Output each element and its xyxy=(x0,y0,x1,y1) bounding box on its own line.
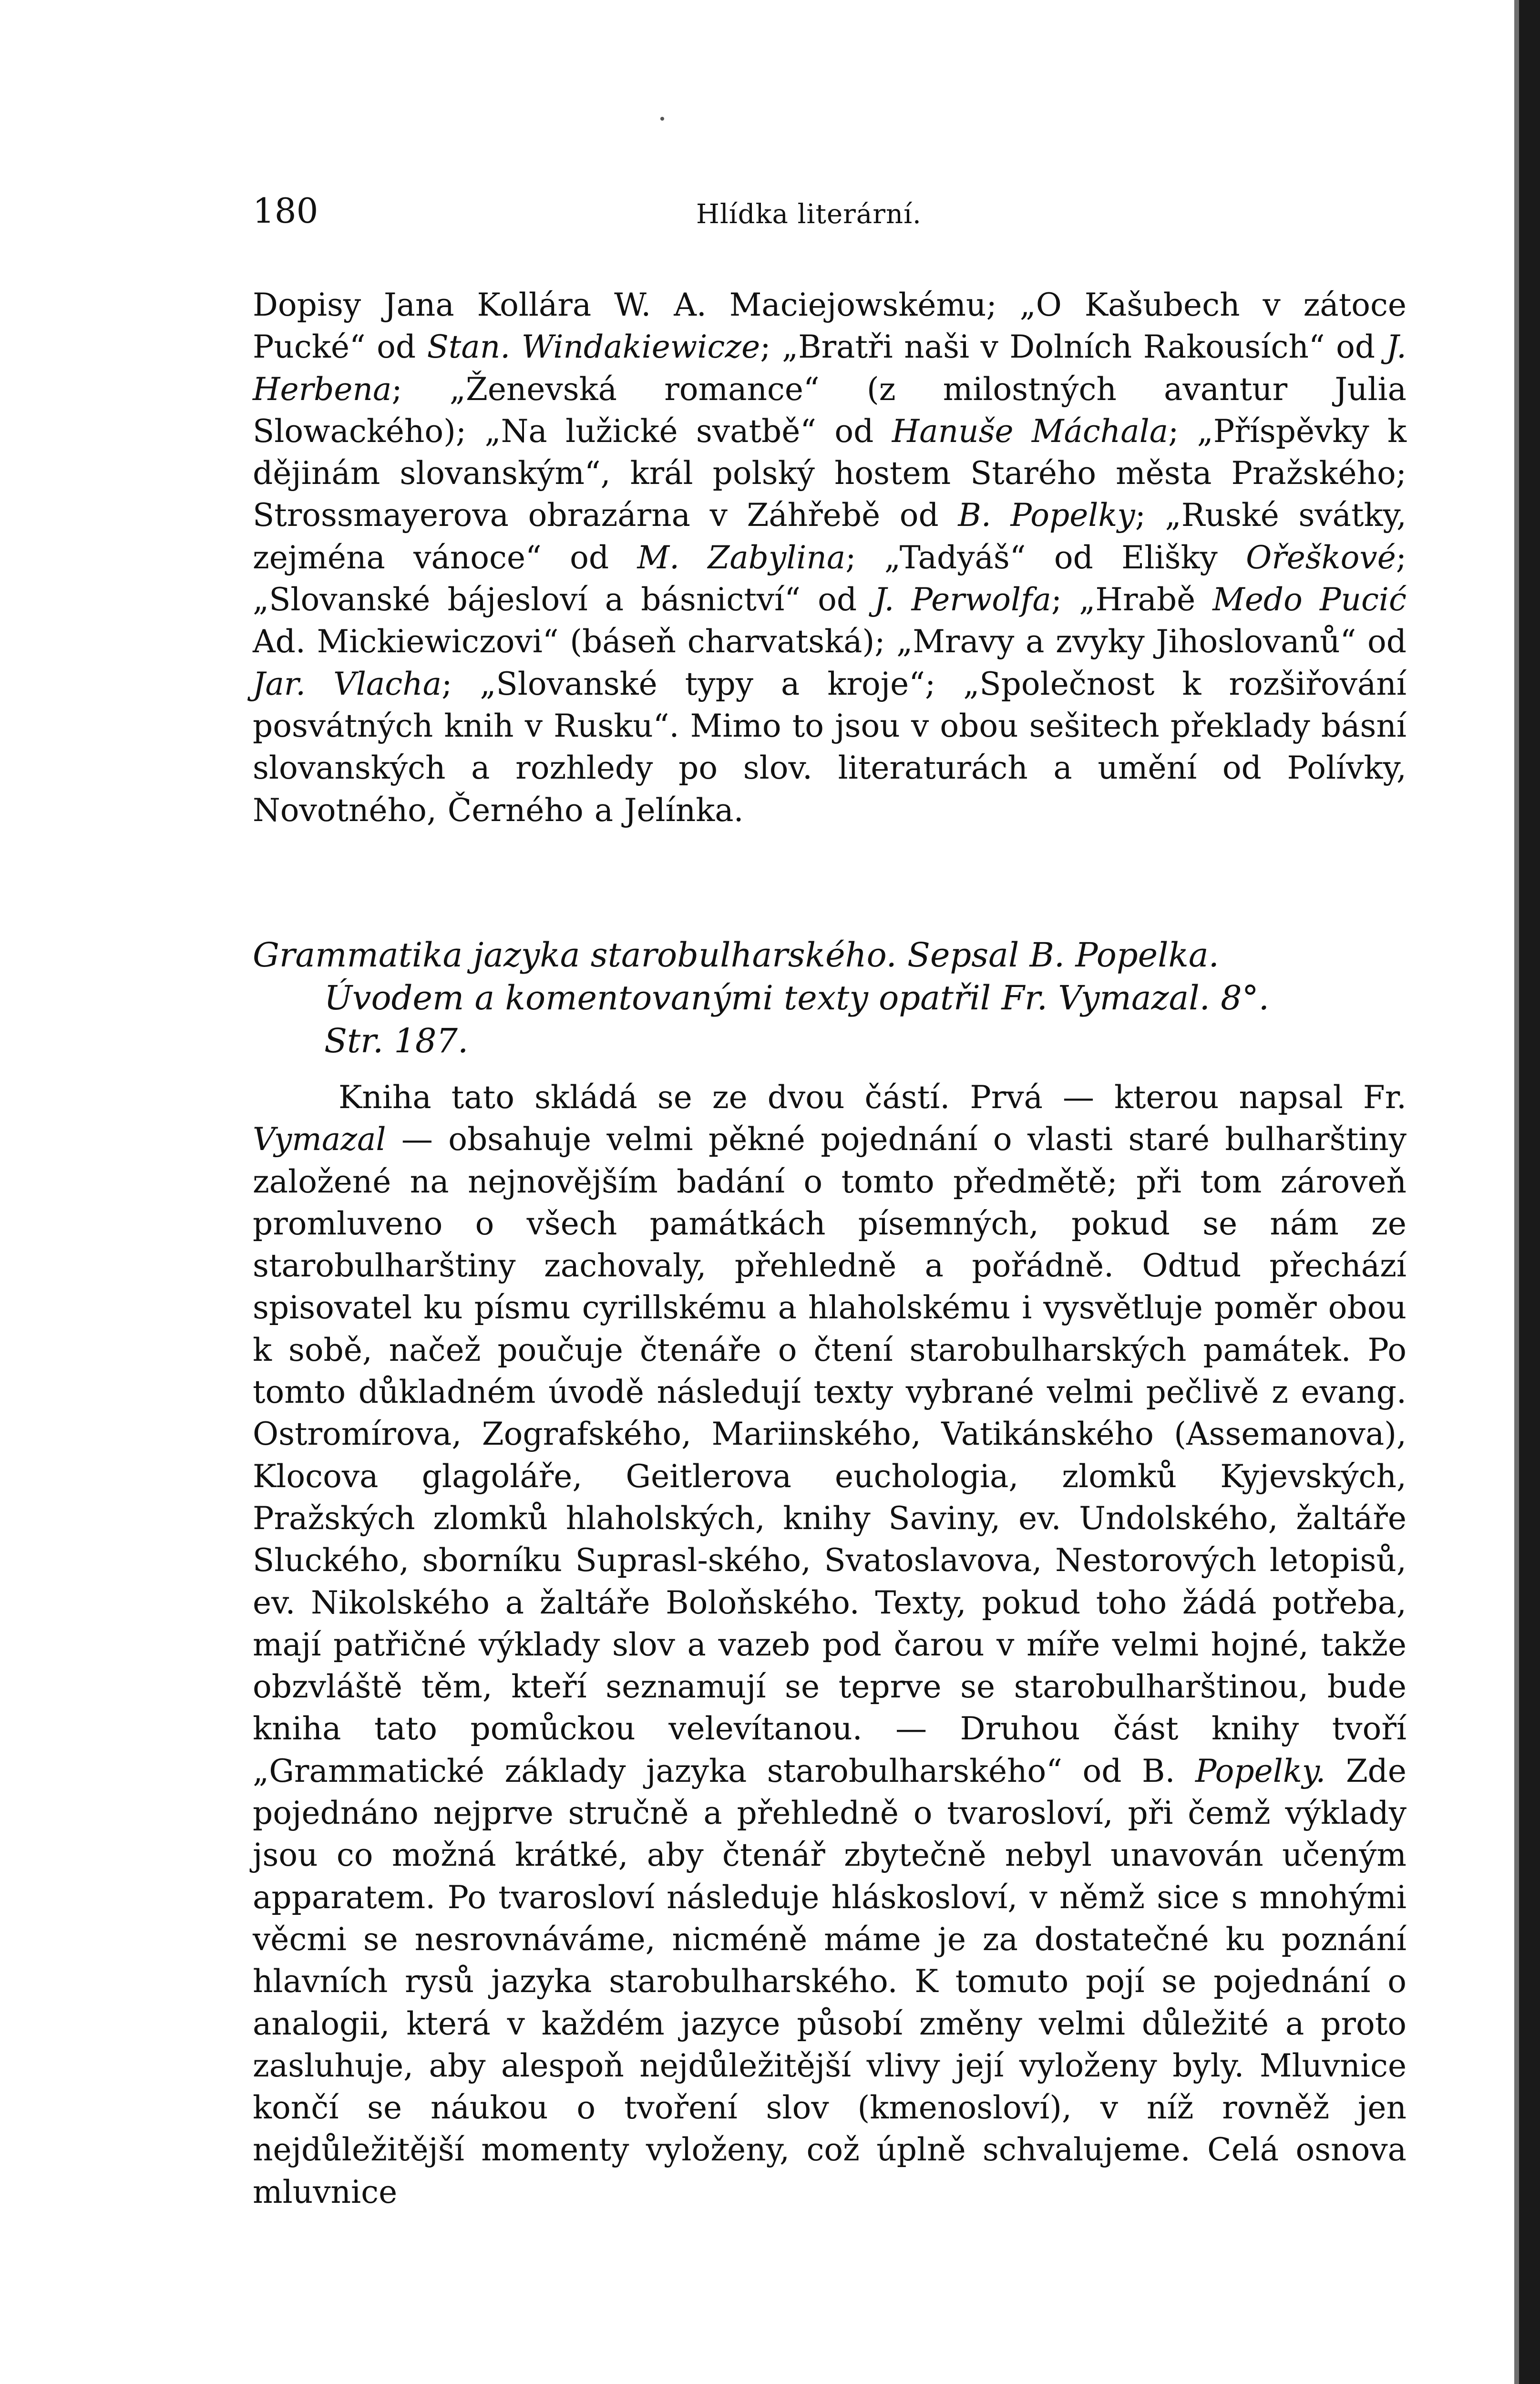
heading-line: Grammatika jazyka starobulharského. Sepsal B. Popelka. xyxy=(253,935,1219,975)
paper-speck xyxy=(660,117,664,121)
author-name: B. Popelky xyxy=(958,497,1135,534)
author-name: Vymazal xyxy=(253,1121,386,1158)
page-edge xyxy=(1519,0,1540,2384)
author-name: Popelky. xyxy=(1195,1752,1326,1789)
page-header xyxy=(253,187,1407,235)
author-name: J. Perwolfa xyxy=(874,581,1051,618)
author-name: Ořeškové xyxy=(1246,539,1396,576)
text-run: — obsahuje velmi pěkné pojednání o vlasti staré bulharštiny založené na nejnovějším badání o tomto předmětě; při tom zároveň promluveno o všech památkách písemných, pokud se nám ze starobulharštiny zachovaly, přehledně a pořádně. Odtud přechází spisovatel ku písmu cyrillskému a hlaholskému i vysvětluje poměr obou k sobě, načež poučuje čtenáře o čtení starobulharských památek. Po tomto důkladném úvodě následují texty vybrané velmi pečlivě z evang. Ostromírova, Zografského, Mariinského, Vatikánského (Assemanova), Klocova glagoláře, Geitlerova euchologia, zlomků Kyjevských, Pražských zlomků hlaholských, knihy Saviny, ev. Undolského, žaltáře Sluckého, sborníku Suprasl-ského, Svatoslavova, Nestorových letopisů, ev. Nikolského a žaltáře Boloňského. Texty, pokud toho žádá potřeba, mají patřičné výklady slov a vazeb pod čarou v míře velmi hojné, takže obzvláště těm, kteří seznamují se teprve se starobulharštinou, bude kniha tato pomůckou velevítanou. — Druhou část knihy tvoří „Grammatické základy jazyka starobulharského“ od B. xyxy=(253,1121,1407,1789)
page-number: 180 xyxy=(253,191,318,231)
paragraph-review xyxy=(253,1077,1407,2213)
text-run: ; „Příspěvky k dějinám slovanským“, král polský hostem Starého města Pražského; Strossmayerova obrazárna v Záhřebě od xyxy=(253,412,1407,534)
author-name: J. Herbena xyxy=(253,329,1407,408)
paragraph-contents xyxy=(253,284,1407,832)
author-name: Medo Pucić xyxy=(1212,581,1407,618)
text-run: Kniha tato skládá se ze dvou částí. Prvá — kterou napsal Fr. xyxy=(339,1079,1407,1116)
text-run: ; „Ženevská romance“ (z milostných avantur Julia Slowackého); „Na lužické svatbě“ od xyxy=(253,370,1407,450)
running-title: Hlídka literární. xyxy=(696,199,922,230)
author-name: Jar. Vlacha xyxy=(253,665,442,702)
heading-line: Str. 187. xyxy=(324,1021,469,1060)
text-run: ; „Bratři naši v Dolních Rakousích“ od xyxy=(760,329,1386,366)
page-edge-shadow xyxy=(1514,0,1519,2384)
review-heading xyxy=(253,934,1407,1062)
text-run: Ad. Mickiewiczovi“ (báseň charvatská); „Mravy a zvyky Jihoslovanů“ od xyxy=(253,623,1407,660)
text-run: Zde pojednáno nejprve stručně a přehledně o tvarosloví, při čemž výklady jsou co možná krátké, aby čtenář zbytečně nebyl unavován učeným apparatem. Po tvarosloví následuje hláskosloví, v němž sice s mnohými věcmi se nesrovnáváme, nicméně máme je za dostatečné ku poznání hlavních rysů jazyka starobulharského. K tomuto pojí se pojednání o analogii, která v každém jazyce působí změny velmi důležité a proto zasluhuje, aby alespoň nejdůležitější vlivy její vyloženy byly. Mluvnice končí se náukou o tvoření slov (kmenosloví), v níž rovněž jen nejdůležitější momenty vyloženy, což úplně schvalujeme. Celá osnova mluvnice xyxy=(253,1752,1407,2210)
author-name: Hanuše Máchala xyxy=(892,412,1169,450)
text-run: ; „Tadyáš“ od Elišky xyxy=(845,539,1246,576)
heading-line: Úvodem a komentovanými texty opatřil Fr. Vymazal. 8°. xyxy=(324,978,1269,1017)
text-run: Dopisy Jana Kollára W. A. Maciejowskému; „O Kašubech v zátoce Pucké“ od xyxy=(253,287,1407,366)
text-run: ; „Ruské svátky, zejména vánoce“ od xyxy=(253,497,1407,576)
author-name: M. Zabylina xyxy=(637,539,846,576)
author-name: Stan. Windakiewicze xyxy=(427,329,760,366)
text-run: ; „Hrabě xyxy=(1051,581,1213,618)
text-run: ; „Slovanské typy a kroje“; „Společnost k rozšiřování posvátných knih v Rusku“. Mimo to jsou v obou sešitech překlady básní slovanských a rozhledy po slov. literaturách a umění od Polívky, Novotného, Černého a Jelínka. xyxy=(253,665,1407,829)
text-run: ; „Slovanské bájesloví a básnictví“ od xyxy=(253,539,1407,618)
